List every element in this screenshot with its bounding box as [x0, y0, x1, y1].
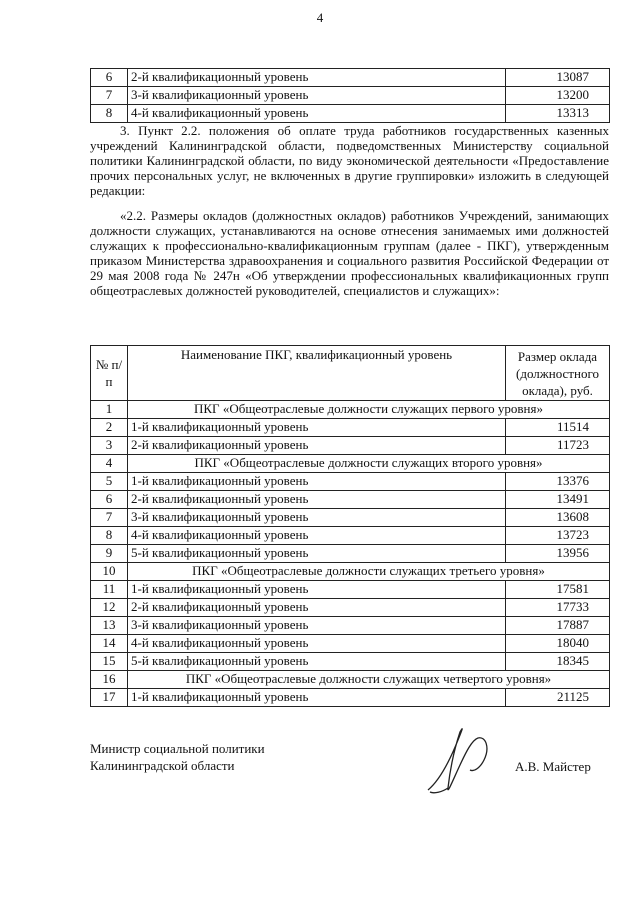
- salary-value: 21125: [506, 689, 610, 707]
- salary-table: [90, 345, 610, 707]
- row-number: 2: [91, 419, 128, 437]
- level-name: 2-й квалификационный уровень: [128, 599, 506, 617]
- group-name: ПКГ «Общеотраслевые должности служащих второго уровня»: [128, 455, 610, 473]
- row-number: 17: [91, 689, 128, 707]
- handwritten-signature: [420, 720, 510, 800]
- salary-value: 13608: [506, 509, 610, 527]
- level-name: 5-й квалификационный уровень: [128, 545, 506, 563]
- salary-value: 18040: [506, 635, 610, 653]
- level-name: 4-й квалификационный уровень: [128, 635, 506, 653]
- level-name: 2-й квалификационный уровень: [128, 69, 506, 87]
- level-name: 2-й квалификационный уровень: [128, 491, 506, 509]
- table-row: [91, 599, 610, 617]
- level-name: 1-й квалификационный уровень: [128, 581, 506, 599]
- salary-value: 13376: [506, 473, 610, 491]
- salary-value: 13723: [506, 527, 610, 545]
- row-number: 1: [91, 401, 128, 419]
- level-name: 4-й квалификационный уровень: [128, 527, 506, 545]
- row-number: 15: [91, 653, 128, 671]
- salary-table-continued: [90, 68, 610, 123]
- salary-value: 13087: [506, 69, 610, 87]
- salary-value: 13956: [506, 545, 610, 563]
- table-row: [91, 87, 610, 105]
- salary-value: 13313: [506, 105, 610, 123]
- row-number: 10: [91, 563, 128, 581]
- table-header-row: [91, 346, 610, 401]
- row-number: 16: [91, 671, 128, 689]
- level-name: 4-й квалификационный уровень: [128, 105, 506, 123]
- salary-value: 11723: [506, 437, 610, 455]
- row-number: 9: [91, 545, 128, 563]
- level-name: 3-й квалификационный уровень: [128, 87, 506, 105]
- group-name: ПКГ «Общеотраслевые должности служащих первого уровня»: [128, 401, 610, 419]
- group-name: ПКГ «Общеотраслевые должности служащих третьего уровня»: [128, 563, 610, 581]
- group-row: [91, 563, 610, 581]
- group-row: [91, 671, 610, 689]
- row-number: 11: [91, 581, 128, 599]
- row-number: 12: [91, 599, 128, 617]
- paragraph-3: 3. Пункт 2.2. положения об оплате труда работников государственных казенных учреждений Калининградской области, подведомственных Министерству социальной политики Калининградской области, по виду экономической деятельности «Предоставление прочих персональных услуг, не включенных в другие группировки» изложить в следующей редакции:: [90, 123, 609, 198]
- table-row: [91, 581, 610, 599]
- salary-value: 17581: [506, 581, 610, 599]
- level-name: 2-й квалификационный уровень: [128, 437, 506, 455]
- header-num: № п/п: [91, 346, 128, 401]
- table-row: [91, 653, 610, 671]
- table-row: [91, 617, 610, 635]
- level-name: 5-й квалификационный уровень: [128, 653, 506, 671]
- signatory-title-line2: Калининградской области: [90, 758, 235, 773]
- table-row: [91, 419, 610, 437]
- table-row: [91, 473, 610, 491]
- row-number: 8: [91, 527, 128, 545]
- group-name: ПКГ «Общеотраслевые должности служащих четвертого уровня»: [128, 671, 610, 689]
- row-number: 14: [91, 635, 128, 653]
- salary-value: 18345: [506, 653, 610, 671]
- header-value: Размер оклада (должностного оклада), руб.: [506, 346, 610, 401]
- salary-value: 11514: [506, 419, 610, 437]
- table-row: [91, 545, 610, 563]
- signatory-title: [90, 740, 265, 774]
- salary-value: 13491: [506, 491, 610, 509]
- level-name: 3-й квалификационный уровень: [128, 509, 506, 527]
- table-row: [91, 509, 610, 527]
- table-row: [91, 105, 610, 123]
- row-number: 3: [91, 437, 128, 455]
- row-number: 8: [91, 105, 128, 123]
- row-number: 4: [91, 455, 128, 473]
- header-name: Наименование ПКГ, квалификационный уровень: [128, 346, 506, 401]
- group-row: [91, 455, 610, 473]
- row-number: 13: [91, 617, 128, 635]
- table-row: [91, 491, 610, 509]
- level-name: 1-й квалификационный уровень: [128, 689, 506, 707]
- level-name: 1-й квалификационный уровень: [128, 419, 506, 437]
- row-number: 5: [91, 473, 128, 491]
- table-row: [91, 437, 610, 455]
- row-number: 6: [91, 69, 128, 87]
- salary-value: 17733: [506, 599, 610, 617]
- table-row: [91, 527, 610, 545]
- group-row: [91, 401, 610, 419]
- row-number: 6: [91, 491, 128, 509]
- signatory-name: А.В. Майстер: [515, 759, 591, 774]
- row-number: 7: [91, 509, 128, 527]
- table-row: [91, 689, 610, 707]
- salary-value: 13200: [506, 87, 610, 105]
- level-name: 1-й квалификационный уровень: [128, 473, 506, 491]
- page-number: 4: [316, 10, 324, 25]
- salary-value: 17887: [506, 617, 610, 635]
- signatory-title-line1: Министр социальной политики: [90, 741, 265, 756]
- table-row: [91, 69, 610, 87]
- paragraph-quote: «2.2. Размеры окладов (должностных окладов) работников Учреждений, занимающих должности служащих, устанавливаются на основе отнесения занимаемых ими должностей служащих к профессионально-квалификационным группам (далее - ПКГ), утвержденным приказом Министерства здравоохранения и социального развития Российской Федерации от 29 мая 2008 года № 247н «Об утверждении профессиональных квалификационных групп общеотраслевых должностей руководителей, специалистов и служащих»:: [90, 208, 609, 298]
- level-name: 3-й квалификационный уровень: [128, 617, 506, 635]
- table-row: [91, 635, 610, 653]
- row-number: 7: [91, 87, 128, 105]
